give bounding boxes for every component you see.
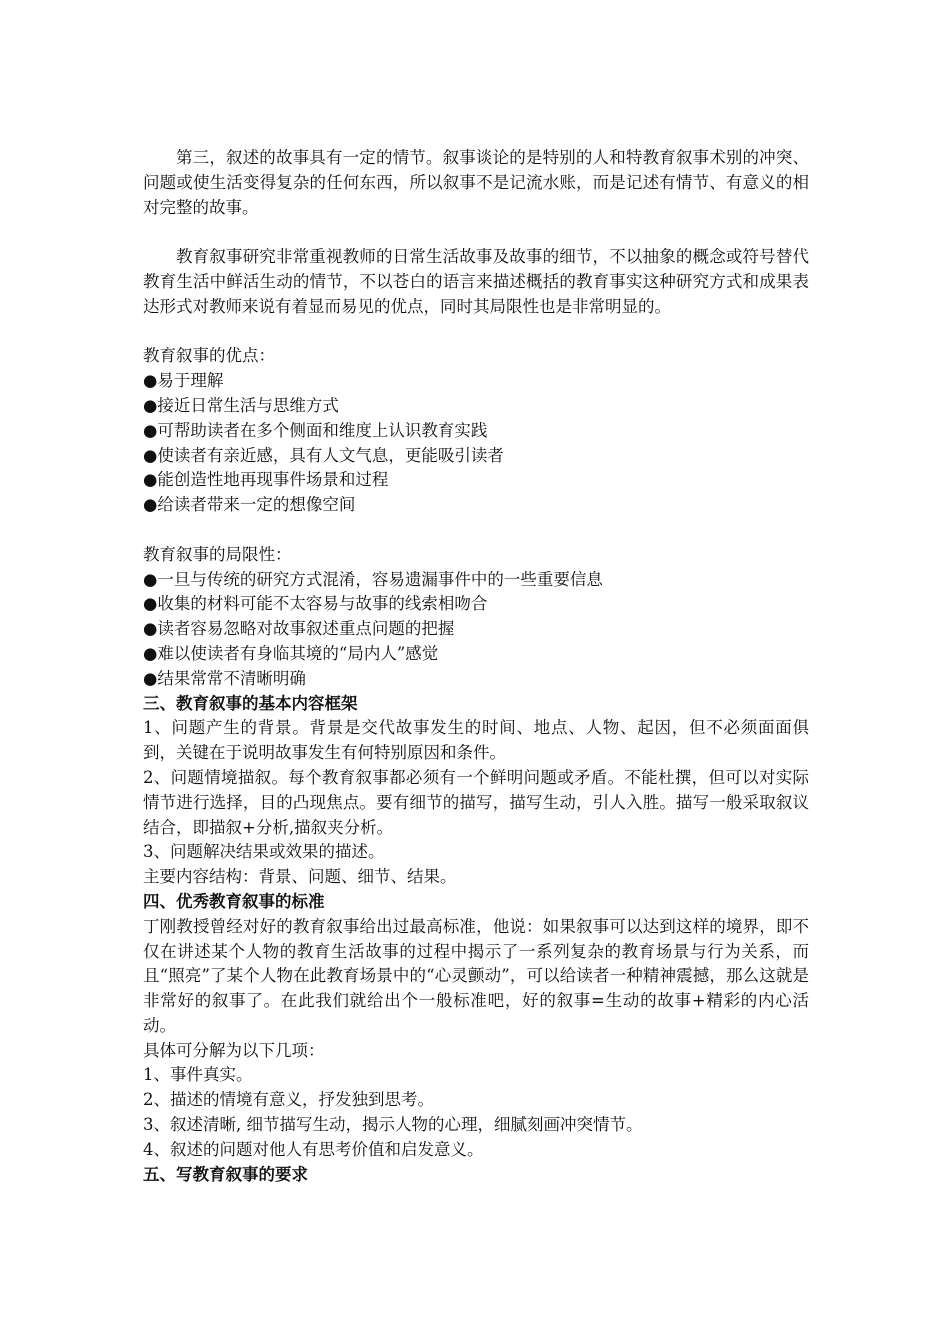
- blank-line: [143, 518, 809, 543]
- list-item: ●使读者有亲近感，具有人文气息，更能吸引读者: [143, 445, 504, 465]
- document-page: [143, 146, 809, 1187]
- list-item: ●可帮助读者在多个侧面和维度上认识教育实践: [143, 420, 488, 440]
- blank-line: [143, 320, 809, 345]
- intro-paragraph-plot: 第三，叙述的故事具有一定的情节。叙事谈论的是特别的人和特教育叙事术别的冲突、问题或使生活变得复杂的任何东西，所以叙事不是记流水账，而是记述有情节、有意义的相对完整的故事。: [143, 148, 809, 217]
- list-item: ●结果常常不清晰明确: [143, 668, 306, 688]
- section-3-item-result: 3、问题解决结果或效果的描述。: [143, 842, 385, 862]
- list-item: 1、事件真实。: [143, 1065, 253, 1085]
- section-3-heading: 三、教育叙事的基本内容框架: [143, 693, 358, 713]
- list-item: ●难以使读者有身临其境的“局内人”感觉: [143, 643, 439, 663]
- list-item: ●给读者带来一定的想像空间: [143, 495, 356, 515]
- limitations-list: [143, 568, 809, 692]
- section-4-heading: 四、优秀教育叙事的标准: [143, 891, 325, 911]
- list-item: ●能创造性地再现事件场景和过程: [143, 470, 389, 490]
- list-item: 3、叙述清晰, 细节描写生动，揭示人物的心理，细腻刻画冲突情节。: [143, 1115, 643, 1135]
- blank-line: [143, 220, 809, 245]
- list-item: ●收集的材料可能不太容易与故事的线索相吻合: [143, 594, 488, 614]
- advantages-title: 教育叙事的优点：: [143, 346, 275, 366]
- list-item: 2、描述的情境有意义，抒发独到思考。: [143, 1090, 434, 1110]
- section-3-item-situation: 2、问题情境描叙。每个教育叙事都必须有一个鲜明问题或矛盾。不能杜撰，但可以对实际情节进行选择，目的凸现焦点。要有细节的描写，描写生动，引人入胜。描写一般采取叙议结合，即描叙+分析,描叙夹分析。: [143, 767, 809, 837]
- section-4-subtitle: 具体可分解为以下几项：: [143, 1040, 325, 1060]
- criteria-list: [143, 1063, 809, 1162]
- section-3-item-background: 1、问题产生的背景。背景是交代故事发生的时间、地点、人物、起因，但不必须面面俱到，关键在于说明故事发生有何特别原因和条件。: [143, 718, 809, 763]
- list-item: ●一旦与传统的研究方式混淆，容易遗漏事件中的一些重要信息: [143, 569, 603, 589]
- list-item: ●读者容易忽略对故事叙述重点问题的把握: [143, 619, 455, 639]
- list-item: 4、叙述的问题对他人有思考价值和启发意义。: [143, 1139, 484, 1159]
- section-5-heading: 五、写教育叙事的要求: [143, 1164, 308, 1184]
- advantages-list: [143, 369, 809, 518]
- section-3-structure: 主要内容结构：背景、问题、细节、结果。: [143, 867, 457, 887]
- intro-paragraph-research: 教育叙事研究非常重视教师的日常生活故事及故事的细节，不以抽象的概念或符号替代教育生活中鲜活生动的情节，不以苍白的语言来描述概括的教育事实这种研究方式和成果表达形式对教师来说有着显而易见的优点，同时其局限性也是非常明显的。: [143, 247, 809, 316]
- limitations-title: 教育叙事的局限性：: [143, 544, 292, 564]
- list-item: ●易于理解: [143, 371, 224, 391]
- section-4-paragraph: 丁刚教授曾经对好的教育叙事给出过最高标准，他说：如果叙事可以达到这样的境界，即不仅在讲述某个人物的教育生活故事的过程中揭示了一系列复杂的教育场景与行为关系，而且“照亮”了某个人物在此教育场景中的“心灵颤动”，可以给读者一种精神震撼，那么这就是非常好的叙事了。在此我们就给出个一般标准吧，好的叙事=生动的故事+精彩的内心活动。: [143, 916, 809, 1035]
- list-item: ●接近日常生活与思维方式: [143, 395, 339, 415]
